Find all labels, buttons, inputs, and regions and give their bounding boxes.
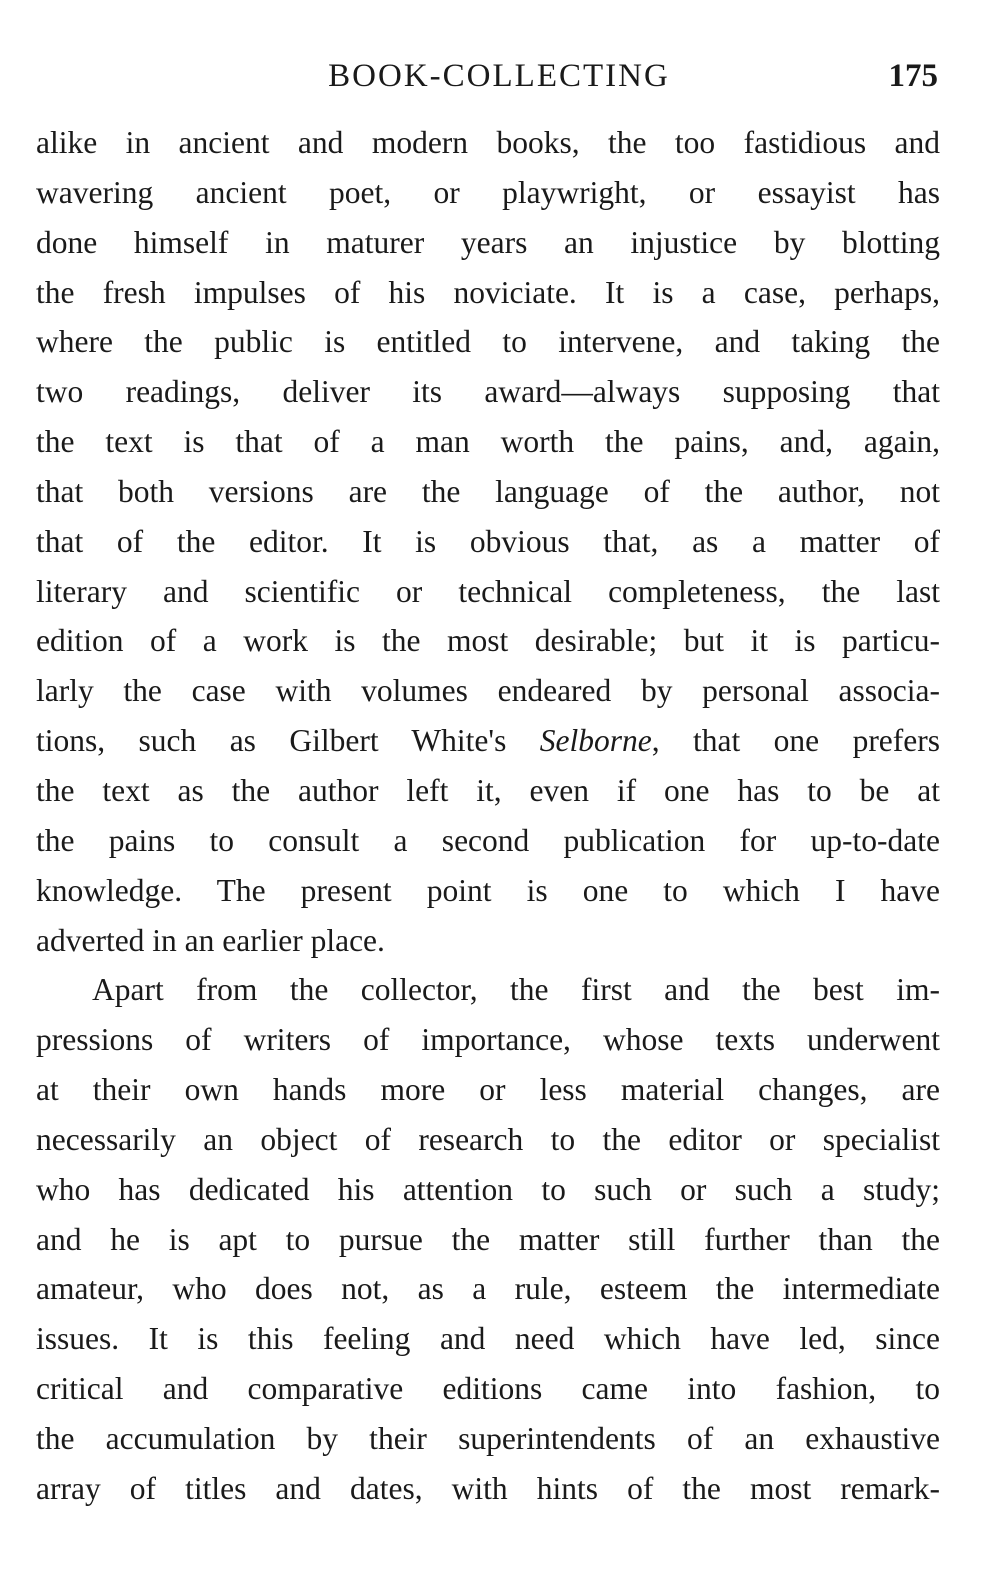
text-line: larly the case with volumes endeared by personal associa- xyxy=(36,673,940,709)
running-head xyxy=(36,52,940,100)
text-line: and he is apt to pursue the matter still further than the xyxy=(36,1221,940,1257)
text-line: the text as the author left it, even if one has to be at xyxy=(36,772,940,808)
running-title: BOOK-COLLECTING xyxy=(328,58,670,94)
text-line: alike in ancient and modern books, the too fastidious and xyxy=(36,125,940,160)
text-line: who has dedicated his attention to such or such a study; xyxy=(36,1171,940,1207)
text-line: two readings, deliver its award—always supposing that xyxy=(36,374,940,410)
text-line: where the public is entitled to intervene, and taking the xyxy=(36,324,940,360)
text-line: wavering ancient poet, or playwright, or essayist has xyxy=(36,174,940,210)
text-line: critical and comparative editions came into fashion, to xyxy=(36,1371,940,1407)
text-line: amateur, who does not, as a rule, esteem the intermediate xyxy=(36,1271,940,1307)
text-line: the text is that of a man worth the pains, and, again, xyxy=(36,424,940,460)
text-line: knowledge. The present point is one to which I have xyxy=(36,872,940,908)
text-line: literary and scientific or technical completeness, the last xyxy=(36,573,940,609)
text-line: at their own hands more or less material changes, are xyxy=(36,1072,940,1108)
book-title-italic: Selborne xyxy=(539,723,652,759)
text-segment: tions, such as Gilbert White's xyxy=(36,723,540,759)
paragraph-start-line: Apart from the collector, the first and the best im- xyxy=(92,972,940,1008)
text-segment: , that one prefers xyxy=(651,723,941,759)
paragraph-end-line: adverted in an earlier place. xyxy=(36,922,385,958)
text-line: the pains to consult a second publication for up-to-date xyxy=(36,822,940,858)
text-line-with-italic xyxy=(36,716,940,766)
text-line: necessarily an object of research to the editor or specialist xyxy=(36,1121,940,1157)
text-line: done himself in maturer years an injustice by blotting xyxy=(36,224,940,260)
text-line: issues. It is this feeling and need which have led, since xyxy=(36,1321,940,1357)
body-text xyxy=(36,118,940,1514)
text-line: that of the editor. It is obvious that, as a matter of xyxy=(36,523,940,559)
text-line: pressions of writers of importance, whose texts underwent xyxy=(36,1022,940,1058)
text-line: array of titles and dates, with hints of the most remark- xyxy=(36,1470,940,1506)
text-line: the fresh impulses of his noviciate. It is a case, perhaps, xyxy=(36,274,940,310)
text-line: the accumulation by their superintendents of an exhaustive xyxy=(36,1420,940,1456)
text-line: that both versions are the language of the author, not xyxy=(36,473,940,509)
page-number: 175 xyxy=(888,58,938,94)
text-line: edition of a work is the most desirable; but it is particu- xyxy=(36,623,940,659)
